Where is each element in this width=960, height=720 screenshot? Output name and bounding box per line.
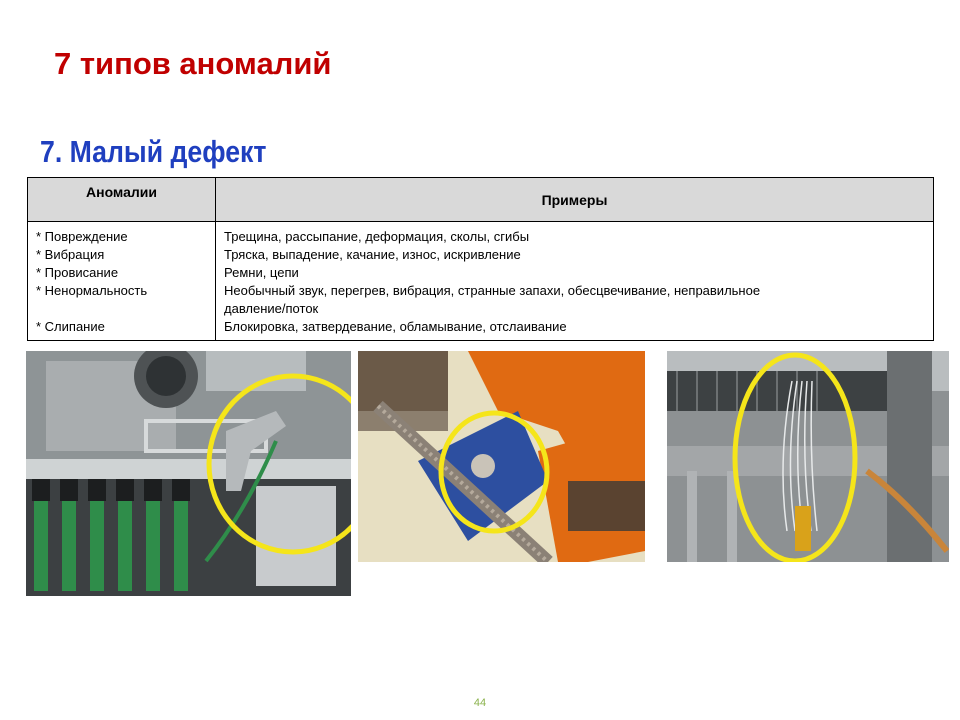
anomalies-table: [27, 177, 934, 341]
table-header-row: [28, 178, 934, 222]
photo-bolt: [358, 351, 645, 562]
examples-cell: [216, 222, 934, 341]
anomaly-item: * Повреждение: [36, 229, 128, 244]
example-item: Трещина, рассыпание, деформация, сколы, сгибы: [224, 229, 530, 244]
photo-air-gun: [26, 351, 351, 596]
anomaly-item: * Вибрация: [36, 247, 105, 262]
table-row: [28, 222, 934, 341]
slide-title: 7 типов аномалий: [54, 46, 332, 81]
anomaly-item: * Слипание: [36, 319, 105, 334]
air-gun-icon: [26, 351, 351, 596]
bolt-icon: [358, 351, 645, 562]
page-number: 44: [473, 697, 487, 709]
example-item: Ремни, цепи: [224, 265, 299, 280]
photo-cable-coil: [667, 351, 949, 562]
cable-coil-icon: [667, 351, 949, 562]
example-item: давление/поток: [224, 301, 319, 316]
anomaly-item: * Провисание: [36, 265, 119, 280]
header-anomalies: Аномалии: [28, 178, 216, 222]
example-item: Необычный звук, перегрев, вибрация, странные запахи, обесцвечивание, неправильное: [224, 283, 761, 298]
anomaly-item: * Ненормальность: [36, 283, 148, 298]
header-examples: Примеры: [216, 178, 934, 222]
anomalies-cell: [28, 222, 216, 341]
example-item: Блокировка, затвердевание, обламывание, отслаивание: [224, 319, 567, 334]
example-item: Тряска, выпадение, качание, износ, искривление: [224, 247, 521, 262]
slide-subtitle: 7. Малый дефект: [40, 134, 267, 169]
anomaly-gap: [36, 300, 207, 318]
